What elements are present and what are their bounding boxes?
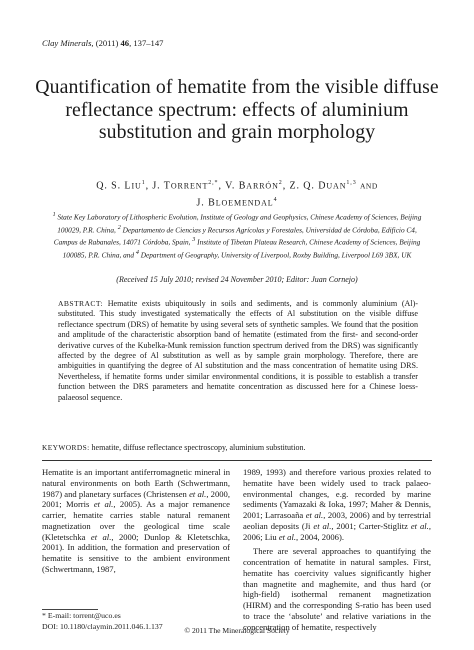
affil-text: Department of Geography, University of Liverpool, Roxby Building, Liverpool L69 3BX, UK (138, 250, 412, 260)
keywords-label: KEYWORDS: (42, 443, 90, 452)
text-run: et al. (90, 531, 112, 542)
affil-text: Departamento de Ciencias y Recursos Agrícolas y Forestales, Universidad de Córdoba, Edificio C4, Campus de Rabanales, 14071 Córdoba, Spain, (53, 225, 417, 247)
journal-pages: , 137–147 (129, 38, 164, 48)
body-paragraph (42, 467, 230, 575)
text-run: et al. (305, 510, 324, 520)
text-run: , 2006; Liu (243, 520, 431, 542)
author-and: AND (360, 181, 378, 191)
abstract (58, 299, 418, 403)
author-name: Q. S. L (96, 180, 132, 192)
keywords-text: hematite, diffuse reflectance spectroscopy, aluminium substitution. (89, 443, 306, 452)
footnote-rule (42, 609, 98, 610)
journal-volume: 46 (120, 38, 130, 48)
affil-sup: 1 (52, 212, 56, 218)
author-name: J. B (196, 197, 216, 209)
body-paragraph: There are several approaches to quantifying the concentration of hematite in natural samples. First, hematite has coercivity values significantly higher than magnetite and maghemite, and thus hard (or high-field) isothermal remanent magnetization (HIRM) and the corresponding S-ratio has been used to trace the ‘absolute’ and relative variations in the concentration of hematite, respectively (243, 546, 431, 632)
text-run: , 2000; Dunlop & Kletetschka, 2001). In addition, the formation and preservation of hematite is sensitive to the ambient environment (Schwertmann, 1987, (42, 531, 231, 574)
affil-sup: 3 (192, 237, 196, 244)
journal-name: Clay Minerals (42, 38, 92, 48)
author-name: , Z. Q. D (282, 180, 327, 192)
author-name: , J. T (145, 180, 171, 192)
affil-sup: 4 (135, 250, 139, 257)
text-run: et al. (410, 520, 429, 531)
paper-title: Quantification of hematite from the visible diffuse reflectance spectrum: effects of aluminium substitution and grain morphology (35, 76, 439, 143)
author-name-smallcaps: ORRENT (170, 181, 209, 191)
keywords (42, 443, 306, 452)
received-dates: (Received 15 July 2010; revised 24 November 2010; Editor: Juan Cornejo) (116, 275, 358, 284)
author-name: , V. B (218, 180, 247, 192)
abstract-text: Hematite exists ubiquitously in soils and sediments, and is commonly aluminium (Al)-substituted. This study investigated systematically the effects of Al substitution on the visible diffuse reflectance spectrum (DRS) of hematite by using several sets of synthetic samples. We found that the position and amplitude of the characteristic absorption band of hematite (estimated from the first- and second-order derivative curves of the Kubelka-Munk remission function spectrum derived from the DRS) was significantly affected by the degree of Al substitution as well as by sample grain morphology. Therefore, there are ambiguities in quantifying the degree of Al substitution and the mass concentration of hematite using DRS. Nevertheless, if hematite forms under similar environmental conditions, it is possible to establish a transfer function between the DRS parameters and hematite concentration as discussed here for a Chinese loess-palaeosol sequence. (58, 299, 418, 402)
body-paragraph (243, 467, 431, 542)
author-sup: 2, (208, 180, 215, 186)
author-sup: 1,3 (346, 180, 357, 186)
author-name-smallcaps: LOEMENDAL (215, 198, 274, 208)
email-footnote: * E-mail: torrent@uco.es (42, 611, 121, 620)
affil-text: Institute of Tibetan Plateau Research, Chinese Academy of Sciences, Beijing 100085, P.R. China, and (62, 237, 421, 260)
doi-footnote: DOI: 10.1180/claymin.2011.046.1.137 (42, 621, 163, 631)
author-list (40, 176, 434, 211)
author-name-smallcaps: UAN (326, 181, 347, 191)
text-run: , 2000, 2001; Morris (42, 488, 231, 510)
section-divider (42, 460, 432, 461)
text-run: et al. (278, 531, 296, 542)
text-run: et al. (189, 488, 207, 499)
text-run: , 2001; Carter-Stiglitz (331, 520, 411, 531)
text-run: et al. (313, 520, 332, 531)
author-sup: 1 (141, 180, 146, 186)
copyright-notice: © 2011 The Mineralogical Society (184, 626, 290, 635)
affiliations (50, 210, 424, 261)
journal-citation (42, 38, 163, 48)
text-run: , 2004, 2006). (296, 531, 344, 542)
author-name-smallcaps: IU (131, 181, 142, 191)
text-run: et al. (93, 499, 114, 510)
journal-year: , (2011) (91, 38, 121, 48)
author-sup: 2 (278, 180, 283, 186)
abstract-label: ABSTRACT: (58, 299, 103, 308)
author-sup: 4 (273, 197, 278, 204)
author-name-smallcaps: ARRÓN (246, 181, 279, 191)
text-run: , 2005). As a major remanence carrier, hematite carries stable natural remanent magnetization over the geological time scale (Kletetschka (42, 499, 230, 542)
body-column-left (42, 467, 230, 575)
text-run: , 2003, 2006) and by terrestrial aeolian deposits (Ji (243, 510, 432, 531)
corresponding-mark: * (214, 180, 219, 186)
body-column-right (243, 467, 431, 632)
affil-text: State Key Laboratory of Lithospheric Evolution, Institute of Geology and Geophysics, Chinese Academy of Sciences, Beijing 100029, P.R. China, (55, 212, 422, 235)
affil-sup: 2 (117, 224, 121, 231)
text-run: 1989, 1993) and therefore various proxies related to hematite have been widely used to track palaeo-environmental changes, e.g. recorded by marine sediments (Yamazaki & Ioka, 1997; Maher & Dennis, 2001; Larrasoaña (243, 467, 431, 520)
text-run: Hematite is an important antiferromagnetic mineral in natural environments on both Earth (Schwertmann, 1987) and planetary surfaces (Christensen (42, 467, 230, 499)
